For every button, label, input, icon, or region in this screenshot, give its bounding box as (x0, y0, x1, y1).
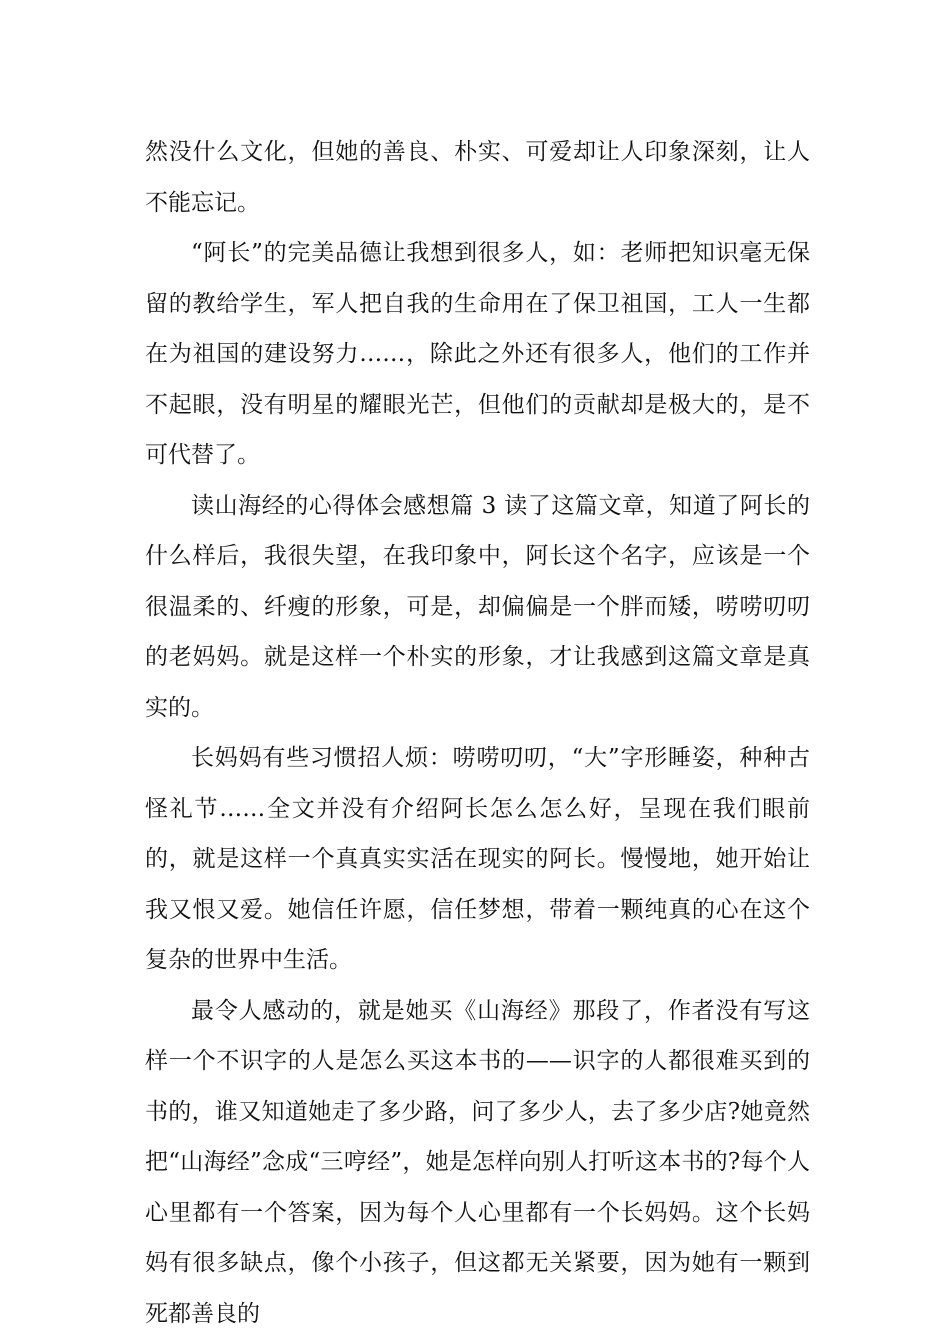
paragraph-4: 长妈妈有些习惯招人烦：唠唠叨叨，“大”字形睡姿，种种古怪礼节……全文并没有介绍阿长怎么怎么好，呈现在我们眼前的，就是这样一个真真实实活在现实的阿长。慢慢地，她开始让我又恨又爱。她信任许愿，信任梦想，带着一颗纯真的心在这个复杂的世界中生活。 (145, 745, 810, 973)
body-text (145, 127, 810, 1339)
paragraph-3: 读山海经的心得体会感想篇 3 读了这篇文章，知道了阿长的什么样后，我很失望，在我印象中，阿长这个名字，应该是一个很温柔的、纤瘦的形象，可是，却偏偏是一个胖而矮，唠唠叨叨的老妈妈。就是这样一个朴实的形象，才让我感到这篇文章是真实的。 (145, 492, 810, 721)
paragraph-2: “阿长”的完美品德让我想到很多人，如：老师把知识毫无保留的教给学生，军人把自我的生命用在了保卫祖国，工人一生都在为祖国的建设努力……，除此之外还有很多人，他们的工作并不起眼，没有明星的耀眼光芒，但他们的贡献却是极大的，是不可代替了。 (145, 240, 810, 468)
paragraph-5: 最令人感动的，就是她买《山海经》那段了，作者没有写这样一个不识字的人是怎么买这本书的——识字的人都很难买到的书的，谁又知道她走了多少路，问了多少人，去了多少店?她竟然把“山海经”念成“三哼经”，她是怎样向别人打听这本书的?每个人心里都有一个答案，因为每个人心里都有一个长妈妈。这个长妈妈有很多缺点，像个小孩子，但这都无关紧要，因为她有一颗到死都善良的 (145, 997, 810, 1327)
paragraph-1: 然没什么文化，但她的善良、朴实、可爱却让人印象深刻，让人不能忘记。 (145, 139, 810, 216)
